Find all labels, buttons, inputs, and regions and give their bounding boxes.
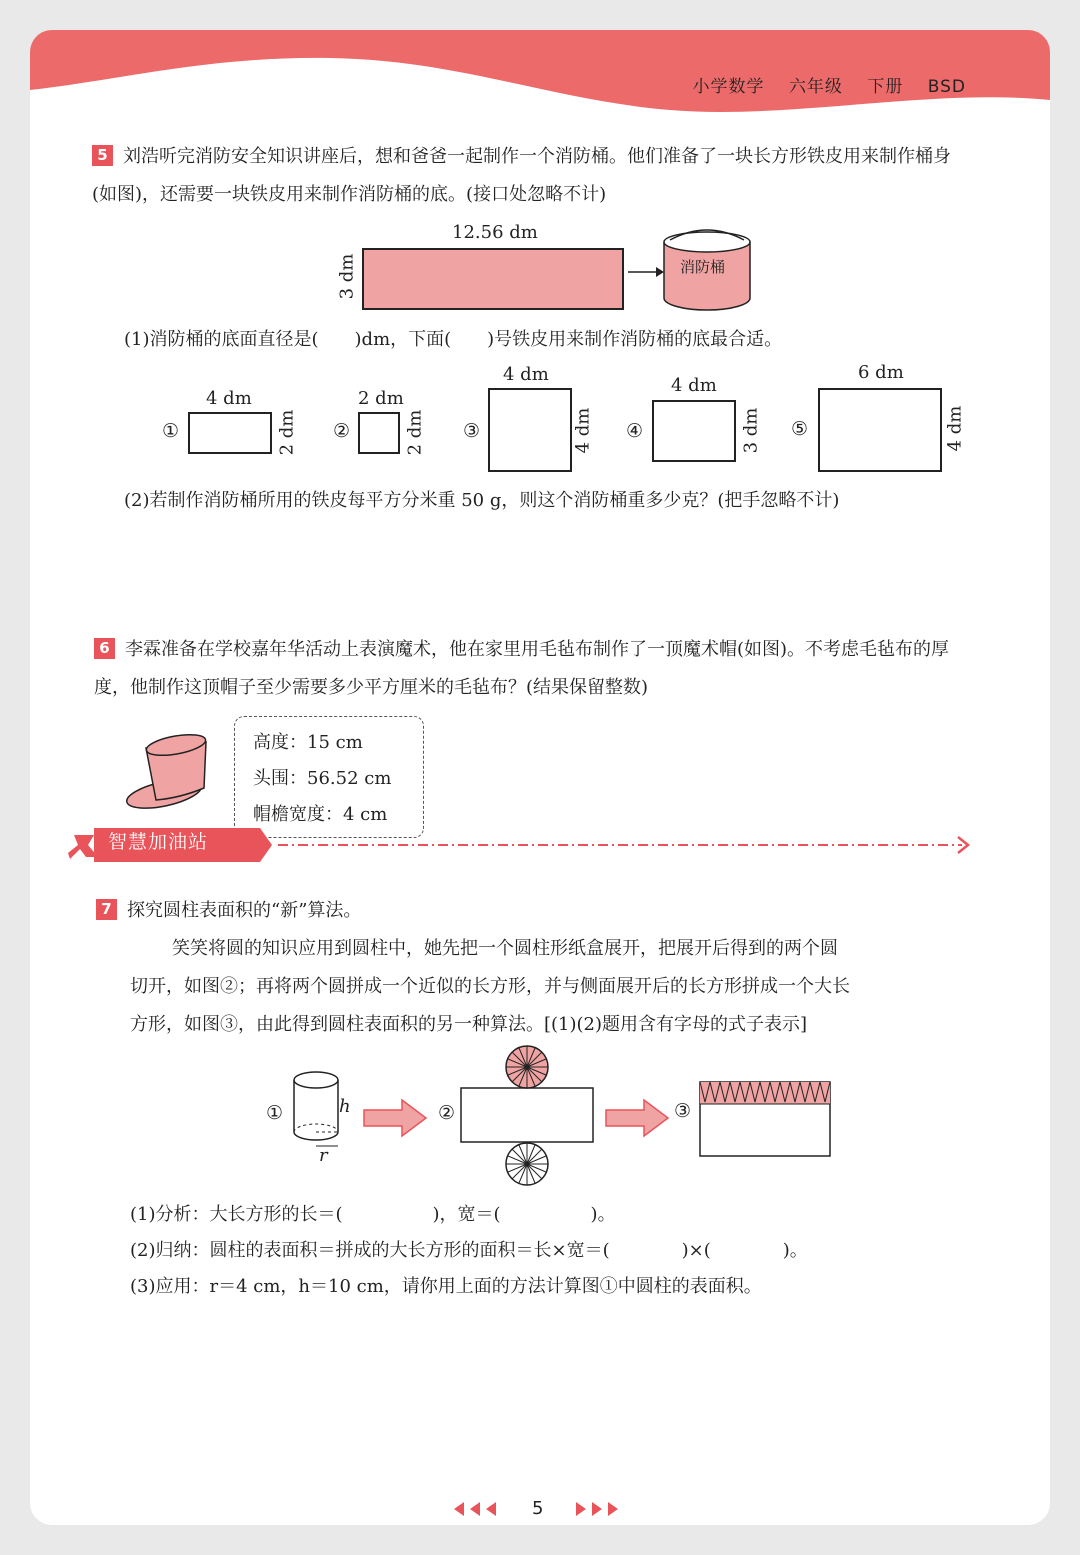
q6-statement: 李霖准备在学校嘉年华活动上表演魔术，他在家里用毛毡布制作了一顶魔术帽(如图)。不考虑毛毡布的厚度，他制作这顶帽子至少需要多少平方厘米的毛毡布？(结果保留整数) <box>94 639 950 698</box>
hat-head-circumference: 头围：56.52 cm <box>253 768 392 789</box>
header-edition: BSD <box>927 77 966 97</box>
q5-part2: (2)若制作消防桶所用的铁皮每平方分米重 50 g，则这个消防桶重多少克？(把手忽略不计) <box>124 490 840 511</box>
option-5-number: ⑤ <box>791 418 809 440</box>
option-4-height: 3 dm <box>740 407 762 454</box>
question-number-5: 5 <box>92 145 113 166</box>
option-3-height: 4 dm <box>572 407 594 454</box>
hat-brim-width: 帽檐宽度：4 cm <box>253 804 388 825</box>
header-subject: 小学数学 <box>692 77 765 97</box>
prev-arrows-icon <box>452 1500 504 1518</box>
height-label: h <box>339 1096 351 1117</box>
figure-1-number: ① <box>266 1102 284 1124</box>
figure-2-number: ② <box>438 1102 456 1124</box>
question-6-text <box>94 631 974 707</box>
q7-title-text: 探究圆柱表面积的“新”算法。 <box>127 900 362 921</box>
bucket-label: 消防桶 <box>680 258 726 276</box>
option-4-width: 4 dm <box>671 375 717 396</box>
radius-label: r <box>319 1145 328 1166</box>
question-5-text <box>92 138 972 214</box>
header-grade: 六年级 <box>788 77 843 97</box>
option-3-number: ③ <box>463 420 481 442</box>
net-with-circles-icon <box>458 1044 598 1192</box>
page-number: 5 <box>532 1498 544 1519</box>
question-number-7: 7 <box>96 899 117 920</box>
question-7-title <box>96 892 976 930</box>
q5-statement: 刘浩听完消防安全知识讲座后，想和爸爸一起制作一个消防桶。他们准备了一块长方形铁皮用来制作桶身(如图)，还需要一块铁皮用来制作消防桶的底。(接口处忽略不计) <box>92 146 951 205</box>
q7-part3: (3)应用：r＝4 cm，h＝10 cm，请你用上面的方法计算图①中圆柱的表面积。 <box>130 1276 762 1297</box>
sheet-width-label: 3 dm <box>336 253 358 300</box>
figure-3-number: ③ <box>674 1100 692 1122</box>
q7-para-line3: 方形，如图③，由此得到圆柱表面积的另一种算法。[(1)(2)题用含有字母的式子表示] <box>130 1014 808 1035</box>
header-volume: 下册 <box>867 77 904 97</box>
sheet-length-label: 12.56 dm <box>452 222 538 243</box>
option-2-height: 2 dm <box>404 409 426 456</box>
option-1-number: ① <box>162 420 180 442</box>
option-1-sheet <box>188 412 272 454</box>
option-5-sheet <box>818 388 942 472</box>
option-5-height: 4 dm <box>944 405 966 452</box>
option-3-width: 4 dm <box>503 364 549 385</box>
option-2-width: 2 dm <box>358 388 404 409</box>
hat-height: 高度：15 cm <box>253 732 363 753</box>
option-2-number: ② <box>333 420 351 442</box>
option-4-number: ④ <box>626 420 644 442</box>
magic-hat-icon <box>124 728 214 818</box>
banner-title: 智慧加油站 <box>108 831 209 853</box>
option-3-sheet <box>488 388 572 472</box>
option-5-width: 6 dm <box>858 362 904 383</box>
option-2-sheet <box>358 412 400 454</box>
big-arrow-icon-1 <box>362 1098 428 1138</box>
header-info <box>675 72 966 97</box>
q7-para-line2: 切开，如图②；再将两个圆拼成一个近似的长方形，并与侧面展开后的长方形拼成一个大长 <box>130 976 850 997</box>
next-arrows-icon <box>572 1500 624 1518</box>
iron-sheet-rect <box>362 248 624 310</box>
q7-part1: (1)分析：大长方形的长＝( )，宽＝( )。 <box>130 1204 616 1225</box>
q5-part1: (1)消防桶的底面直径是( )dm，下面( )号铁皮用来制作消防桶的底最合适。 <box>124 329 783 350</box>
question-number-6: 6 <box>94 638 115 659</box>
big-arrow-icon-2 <box>604 1098 670 1138</box>
hat-info-card <box>234 716 424 838</box>
q7-para-line1: 笑笑将圆的知识应用到圆柱中，她先把一个圆柱形纸盒展开，把展开后得到的两个圆 <box>172 938 838 959</box>
option-1-width: 4 dm <box>206 388 252 409</box>
option-1-height: 2 dm <box>276 409 298 456</box>
big-rectangle-icon <box>698 1080 834 1160</box>
q7-part2: (2)归纳：圆柱的表面积＝拼成的大长方形的面积＝长×宽＝( )×( )。 <box>130 1240 808 1261</box>
option-4-sheet <box>652 400 736 462</box>
